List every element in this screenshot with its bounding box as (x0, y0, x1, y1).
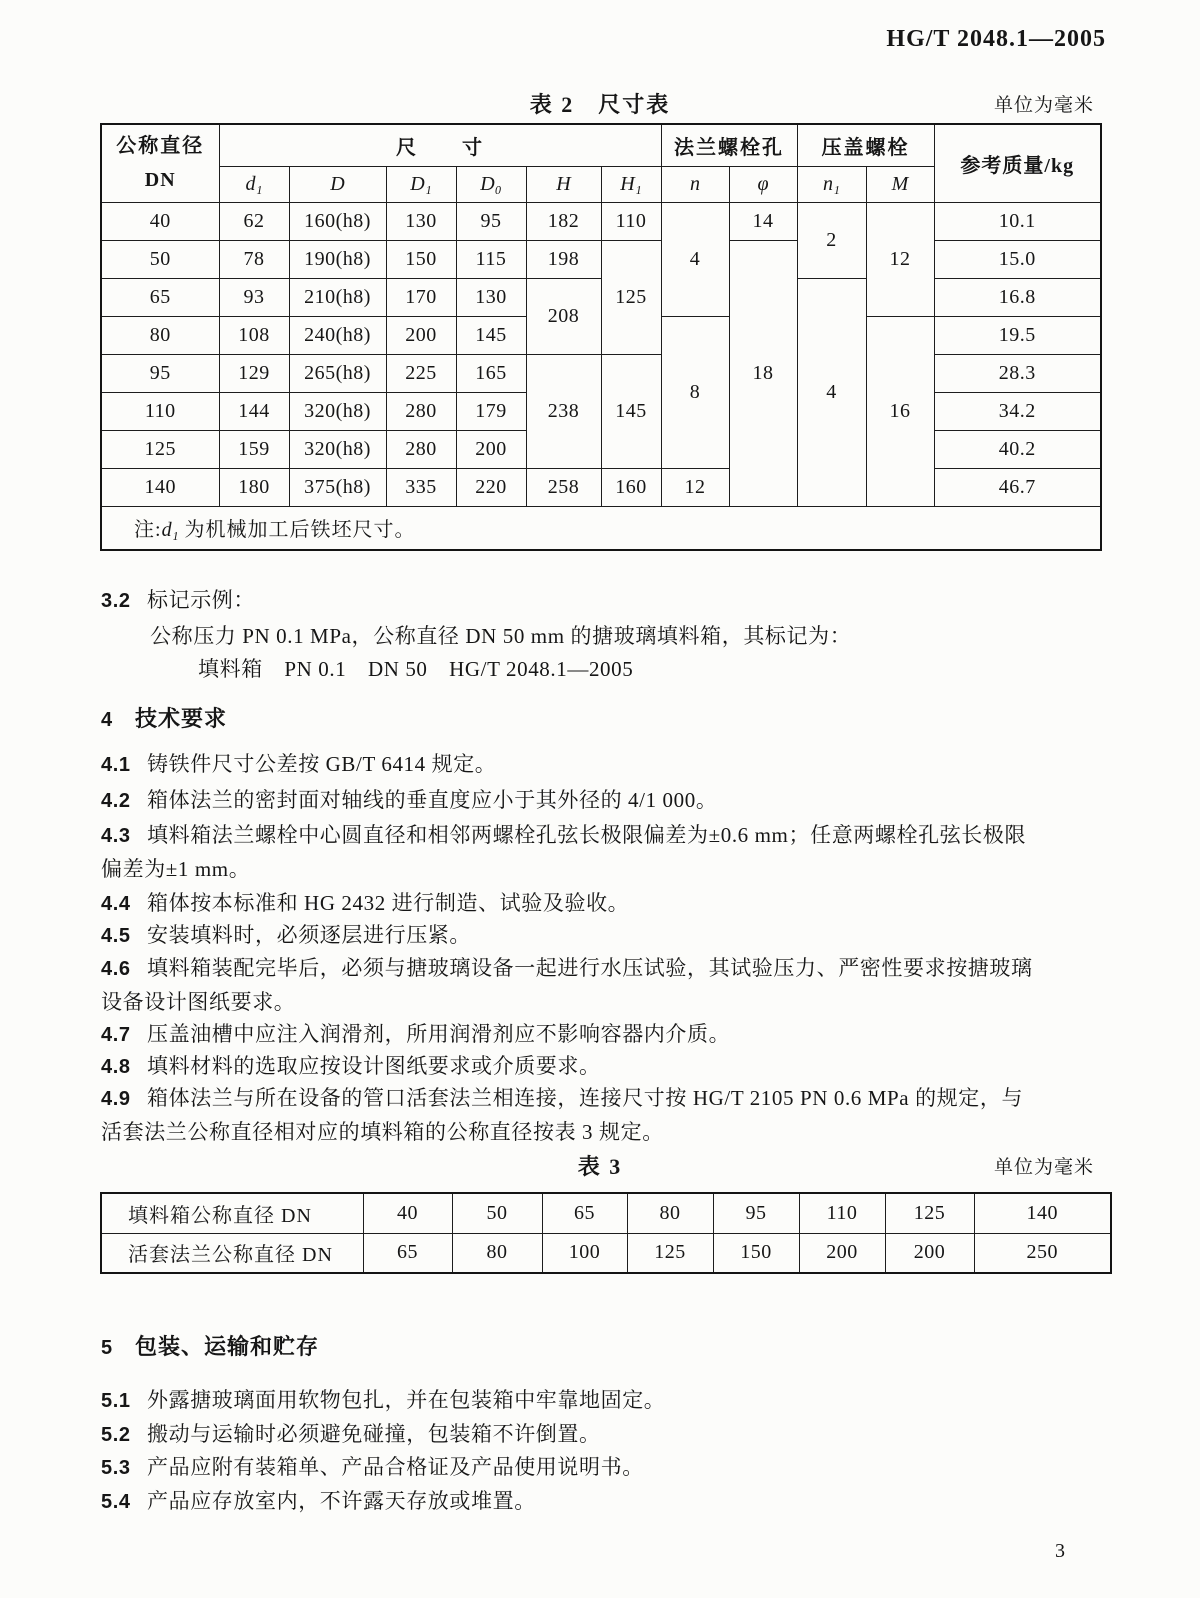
clause-number: 4.7 (101, 1024, 131, 1046)
col-phi: φ (729, 166, 797, 202)
cell-d1: 93 (219, 278, 289, 316)
cell-H: 238 (526, 354, 601, 468)
table3-caption: 表 3 (577, 1154, 623, 1179)
cell-H1: 145 (601, 354, 661, 468)
clause-5-4 (101, 1485, 536, 1515)
cell-dn: 125 (101, 430, 219, 468)
cell-mass: 16.8 (934, 278, 1101, 316)
table3-unit-label: 单位为毫米 (993, 1157, 1094, 1178)
table2-caption: 表 2 尺寸表 (529, 92, 671, 117)
clause-4-4 (101, 887, 629, 917)
cell-D: 210(h8) (289, 278, 386, 316)
table-row (101, 1233, 1111, 1273)
section-number: 5 (101, 1337, 114, 1359)
cell-D1: 130 (386, 202, 456, 240)
cell-D0: 179 (456, 392, 526, 430)
cell-D: 190(h8) (289, 240, 386, 278)
table-row (101, 468, 1101, 506)
cell-phi: 18 (729, 240, 797, 506)
cell: 200 (885, 1233, 974, 1273)
col-n1: n₁ (797, 166, 866, 202)
table2-header-dn (101, 124, 219, 202)
cell-dn: 110 (101, 392, 219, 430)
clause-text: 箱体法兰的密封面对轴线的垂直度应小于其外径的 4/1 000。 (147, 788, 718, 812)
cell-dn: 80 (101, 316, 219, 354)
table2-note-row (101, 506, 1101, 550)
cell: 100 (542, 1233, 627, 1273)
cell: 50 (452, 1193, 542, 1233)
cell-mass: 10.1 (934, 202, 1101, 240)
cell-H: 198 (526, 240, 601, 278)
clause-number: 4.3 (101, 825, 131, 847)
clause-number: 5.4 (101, 1491, 131, 1513)
clause-4-6 (101, 952, 1033, 982)
clause-number: 5.3 (101, 1457, 131, 1479)
section-title: 标记示例： (147, 588, 255, 612)
cell-dn: 65 (101, 278, 219, 316)
cell-D0: 200 (456, 430, 526, 468)
note-prefix: 注: (134, 519, 162, 542)
clause-text: 填料箱法兰螺栓中心圆直径和相邻两螺栓孔弦长极限偏差为±0.6 mm；任意两螺栓孔弦长极限 (147, 823, 1027, 847)
table2-caption-strip (100, 88, 1100, 119)
cell-d1: 78 (219, 240, 289, 278)
table2-header-dn-cn: 公称直径 (116, 135, 205, 158)
clause-text: 铸铁件尺寸公差按 GB/T 6414 规定。 (147, 752, 497, 776)
col-D: D (289, 166, 386, 202)
cell-n: 12 (661, 468, 729, 506)
clause-number: 4.8 (101, 1056, 131, 1078)
table3-dn-mapping (100, 1192, 1112, 1274)
col-d1: d₁ (219, 166, 289, 202)
cell-D: 160(h8) (289, 202, 386, 240)
table-row (101, 202, 1101, 240)
cell-n: 4 (661, 202, 729, 316)
cell-mass: 19.5 (934, 316, 1101, 354)
section-5-heading (101, 1330, 319, 1361)
table-row (101, 354, 1101, 392)
cell-D1: 150 (386, 240, 456, 278)
clause-text: 产品应存放室内，不许露天存放或堆置。 (147, 1489, 536, 1513)
cell-M: 16 (866, 316, 934, 506)
cell-D1: 225 (386, 354, 456, 392)
clause-5-3 (101, 1451, 644, 1481)
cell-D: 240(h8) (289, 316, 386, 354)
cell-D: 320(h8) (289, 430, 386, 468)
cell: 125 (885, 1193, 974, 1233)
cell-d1: 144 (219, 392, 289, 430)
cell-d1: 108 (219, 316, 289, 354)
table2-unit-label: 单位为毫米 (993, 95, 1094, 116)
cell-D0: 165 (456, 354, 526, 392)
clause-number: 4.2 (101, 790, 131, 812)
clause-text: 外露搪玻璃面用软物包扎，并在包装箱中牢靠地固定。 (147, 1388, 666, 1412)
cell-D0: 220 (456, 468, 526, 506)
clause-4-9-cont: 活套法兰公称直径相对应的填料箱的公称直径按表 3 规定。 (101, 1120, 664, 1144)
table2-header-flange-bolt-group: 法兰螺栓孔 (661, 124, 797, 166)
cell-mass: 46.7 (934, 468, 1101, 506)
cell-H: 258 (526, 468, 601, 506)
clause-text: 压盖油槽中应注入润滑剂，所用润滑剂应不影响容器内介质。 (147, 1022, 731, 1046)
cell-dn: 40 (101, 202, 219, 240)
cell-dn: 95 (101, 354, 219, 392)
cell-D1: 280 (386, 430, 456, 468)
cell: 200 (799, 1233, 885, 1273)
marking-example-line1: 公称压力 PN 0.1 MPa，公称直径 DN 50 mm 的搪玻璃填料箱，其标记为： (150, 624, 852, 648)
col-H: H (526, 166, 601, 202)
cell-D: 320(h8) (289, 392, 386, 430)
table2-header-size-group: 尺 寸 (219, 124, 661, 166)
clause-number: 4.9 (101, 1088, 131, 1110)
clause-4-9 (101, 1082, 1023, 1112)
col-H1: H₁ (601, 166, 661, 202)
table2-header-dn-latin: DN (144, 169, 176, 192)
cell-H1: 125 (601, 240, 661, 354)
cell-H1: 160 (601, 468, 661, 506)
table2-note (101, 506, 1101, 550)
table-row (101, 240, 1101, 278)
clause-text: 填料材料的选取应按设计图纸要求或介质要求。 (147, 1054, 601, 1078)
clause-4-6-cont: 设备设计图纸要求。 (101, 990, 296, 1014)
col-D1: D₁ (386, 166, 456, 202)
cell: 140 (974, 1193, 1111, 1233)
doc-code-header: HG/T 2048.1—2005 (886, 26, 1106, 52)
cell-D: 265(h8) (289, 354, 386, 392)
clause-5-2 (101, 1418, 601, 1448)
marking-example-line2: 填料箱 PN 0.1 DN 50 HG/T 2048.1—2005 (198, 657, 634, 681)
cell-mass: 34.2 (934, 392, 1101, 430)
cell-n1: 2 (797, 202, 866, 278)
section-3-2-title-line (101, 584, 255, 614)
note-text: 为机械加工后铁坯尺寸。 (178, 519, 416, 542)
section-4-heading (101, 702, 227, 733)
note-symbol-d1: d₁ (161, 519, 179, 542)
cell: 80 (452, 1233, 542, 1273)
clause-4-3 (101, 819, 1026, 849)
cell: 40 (363, 1193, 452, 1233)
cell-d1: 159 (219, 430, 289, 468)
clause-4-3-cont: 偏差为±1 mm。 (101, 857, 251, 881)
table2-dimensions (100, 123, 1102, 551)
clause-4-7 (101, 1018, 730, 1048)
cell-H: 208 (526, 278, 601, 354)
cell-dn: 140 (101, 468, 219, 506)
cell: 250 (974, 1233, 1111, 1273)
cell: 65 (542, 1193, 627, 1233)
page-number: 3 (1055, 1540, 1065, 1562)
cell-D1: 200 (386, 316, 456, 354)
cell: 125 (627, 1233, 713, 1273)
clause-4-8 (101, 1050, 601, 1080)
clause-4-2 (101, 784, 717, 814)
cell-M: 12 (866, 202, 934, 316)
clause-number: 4.1 (101, 754, 131, 776)
cell-n: 8 (661, 316, 729, 468)
clause-4-1 (101, 748, 496, 778)
cell-n1: 4 (797, 278, 866, 506)
cell-H1: 110 (601, 202, 661, 240)
cell: 65 (363, 1233, 452, 1273)
section-number: 3.2 (101, 590, 131, 612)
section-title: 包装、运输和贮存 (135, 1334, 320, 1359)
cell-mass: 28.3 (934, 354, 1101, 392)
cell-D: 375(h8) (289, 468, 386, 506)
cell: 95 (713, 1193, 799, 1233)
cell-D0: 145 (456, 316, 526, 354)
clause-text: 箱体法兰与所在设备的管口活套法兰相连接，连接尺寸按 HG/T 2105 PN 0.6 MPa 的规定，与 (147, 1086, 1024, 1110)
table-row (101, 1193, 1111, 1233)
cell: 80 (627, 1193, 713, 1233)
table3-row2-label: 活套法兰公称直径 DN (101, 1233, 363, 1273)
cell-d1: 180 (219, 468, 289, 506)
clause-number: 4.6 (101, 958, 131, 980)
clause-number: 5.2 (101, 1424, 131, 1446)
cell-D0: 130 (456, 278, 526, 316)
clause-number: 4.5 (101, 925, 131, 947)
cell-D0: 95 (456, 202, 526, 240)
clause-5-1 (101, 1384, 665, 1414)
cell-D1: 280 (386, 392, 456, 430)
cell-dn: 50 (101, 240, 219, 278)
clause-text: 填料箱装配完毕后，必须与搪玻璃设备一起进行水压试验，其试验压力、严密性要求按搪玻璃 (147, 956, 1033, 980)
cell-d1: 129 (219, 354, 289, 392)
table2-header-gland-bolt-group: 压盖螺栓 (797, 124, 934, 166)
cell-D1: 170 (386, 278, 456, 316)
col-D0: D₀ (456, 166, 526, 202)
clause-text: 箱体按本标准和 HG 2432 进行制造、试验及验收。 (147, 891, 630, 915)
cell: 150 (713, 1233, 799, 1273)
cell-D0: 115 (456, 240, 526, 278)
clause-text: 安装填料时，必须逐层进行压紧。 (147, 923, 471, 947)
cell: 110 (799, 1193, 885, 1233)
cell-mass: 15.0 (934, 240, 1101, 278)
table3-caption-strip (100, 1150, 1100, 1181)
clause-number: 4.4 (101, 893, 131, 915)
col-n: n (661, 166, 729, 202)
cell-d1: 62 (219, 202, 289, 240)
cell-phi: 14 (729, 202, 797, 240)
table2-header-mass: 参考质量/kg (934, 124, 1101, 202)
clause-number: 5.1 (101, 1390, 131, 1412)
section-title: 技术要求 (135, 706, 228, 731)
cell-H: 182 (526, 202, 601, 240)
clause-4-5 (101, 919, 471, 949)
cell-D1: 335 (386, 468, 456, 506)
col-M: M (866, 166, 934, 202)
cell-mass: 40.2 (934, 430, 1101, 468)
clause-text: 搬动与运输时必须避免碰撞，包装箱不许倒置。 (147, 1422, 601, 1446)
section-number: 4 (101, 709, 114, 731)
table3-row1-label: 填料箱公称直径 DN (101, 1193, 363, 1233)
clause-text: 产品应附有装箱单、产品合格证及产品使用说明书。 (147, 1455, 644, 1479)
